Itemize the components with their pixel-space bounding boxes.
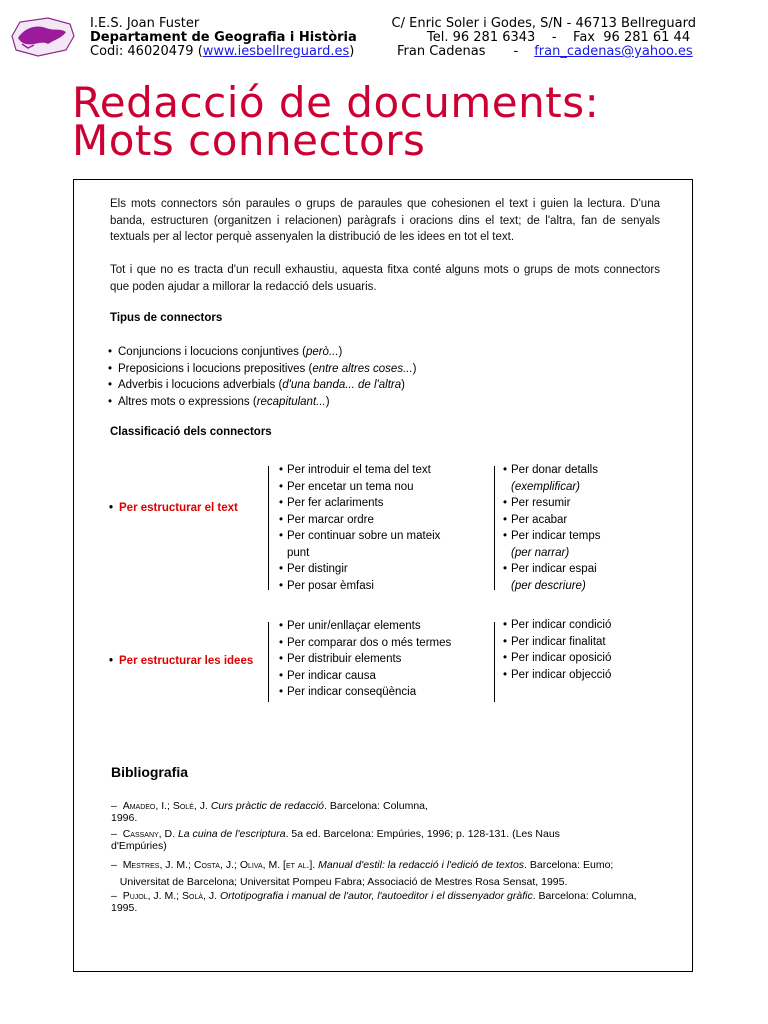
- bibliography-heading: Bibliografia: [111, 764, 189, 780]
- types-heading: Tipus de connectors: [110, 312, 223, 324]
- group-1-column-1: [279, 462, 440, 594]
- author-name: Fran Cadenas: [397, 44, 486, 59]
- list-item: (per narrar): [511, 546, 570, 559]
- bibliography-entry: – Cassany, D. La cuina de l'escriptura. 5a ed. Barcelona: Empúries, 1996; p. 128-131. (Les Naus d'Empúries): [111, 828, 560, 852]
- classification-heading: Classificació dels connectors: [110, 426, 272, 438]
- list-item: • Per marcar ordre: [279, 513, 374, 526]
- list-item: • Per continuar sobre un mateix: [279, 530, 441, 542]
- page-title: [72, 78, 600, 165]
- code-text: Codi: 46020479 (: [90, 44, 203, 59]
- group-2-column-1: [279, 618, 451, 701]
- group-2-column-2: [503, 617, 611, 683]
- list-item: • Per indicar temps: [503, 530, 601, 542]
- title-line-1: Redacció de documents:: [72, 78, 600, 127]
- email-link[interactable]: fran_cadenas@yahoo.es: [534, 44, 693, 59]
- list-item: • Per indicar condició: [503, 619, 612, 631]
- list-item: • Per fer aclariments: [279, 497, 384, 509]
- list-item: • Altres mots o expressions (recapitulant...): [108, 395, 330, 408]
- list-item: • Per donar detalls: [503, 464, 598, 476]
- list-item: • Per distingir: [279, 563, 348, 575]
- intro-paragraph-2: Tot i que no es tracta d'un recull exhaustiu, aquesta fitxa conté alguns mots o grups de mots connectors que poden ajudar a millorar la redacció dels usuaris.: [110, 264, 660, 293]
- bibliography-entry: – Amadeo, I.; Solé, J. Curs pràctic de redacció. Barcelona: Columna, 1996.: [111, 800, 428, 824]
- intro-paragraph-1: Els mots connectors són paraules o grups de paraules que cohesionen el text i guien la lectura. D'una banda, estructuren (organitzen i relacionen) paràgrafs i oracions dins el text; de l'altra, fan de senyals textuals per al lector perquè assenyalen la distribució de les idees en tot el text.: [110, 198, 660, 243]
- list-item: • Preposicions i locucions prepositives (entre altres coses...): [108, 362, 417, 375]
- contact-phone: Tel. 96 281 6343 - Fax 96 281 61 44: [427, 30, 691, 45]
- list-item: • Per indicar oposició: [503, 652, 612, 664]
- list-item: • Per indicar causa: [279, 669, 376, 682]
- school-code: [90, 44, 354, 59]
- list-item: • Per encetar un tema nou: [279, 480, 414, 493]
- school-address: C/ Enric Soler i Godes, S/N - 46713 Bellreguard: [391, 16, 696, 31]
- divider: [268, 466, 269, 590]
- list-item: • Per distribuir elements: [279, 653, 402, 665]
- department-name: Departament de Geografia i Història: [90, 30, 357, 45]
- author-line: [397, 44, 693, 59]
- list-item: (exemplificar): [511, 480, 581, 493]
- school-logo-icon: [8, 14, 76, 58]
- list-item: • Per posar èmfasi: [279, 579, 374, 592]
- list-item: (per descriure): [511, 579, 586, 592]
- list-item: • Per acabar: [503, 513, 568, 526]
- bibliography-entry: – Pujol, J. M.; Solà, J. Ortotipografia i manual de l'autor, l'autoeditor i el dissenyador gràfic. Barcelona: Columna, 1995.: [111, 890, 637, 914]
- code-close: ): [349, 44, 355, 59]
- list-item: • Per introduir el tema del text: [279, 464, 431, 476]
- types-list: [108, 344, 417, 410]
- website-link[interactable]: www.iesbellreguard.es: [202, 44, 350, 59]
- group-1-column-2: [503, 462, 600, 594]
- list-item: • Conjuncions i locucions conjuntives (però...): [108, 346, 343, 358]
- list-item: • Per unir/enllaçar elements: [279, 620, 421, 632]
- title-line-2: Mots connectors: [72, 116, 426, 165]
- divider: [494, 466, 495, 590]
- school-name: I.E.S. Joan Fuster: [90, 16, 200, 31]
- bibliography-entry: – Mestres, J. M.; Costa, J.; Oliva, M. [et al.]. Manual d'estil: la redacció i l'edició de textos. Barcelona: Eumo; Universitat de Barcelona; Universitat Pompeu Fabra; Associació de Mestres Rosa Sensat, 1995.: [111, 859, 614, 888]
- list-item: • Per indicar objecció: [503, 668, 612, 681]
- divider: [268, 622, 269, 702]
- list-item: • Per indicar espai: [503, 563, 597, 575]
- list-item: • Per resumir: [503, 497, 571, 509]
- divider: [494, 622, 495, 702]
- group-label-ideas: • Per estructurar les idees: [109, 655, 254, 667]
- list-item: • Per comparar dos o més termes: [279, 636, 452, 649]
- list-item: • Per indicar finalitat: [503, 635, 606, 648]
- author-separator: -: [513, 44, 519, 59]
- group-label-text: • Per estructurar el text: [109, 502, 238, 514]
- list-item: • Per indicar conseqüència: [279, 686, 417, 698]
- list-item: • Adverbis i locucions adverbials (d'una banda... de l'altra): [108, 379, 405, 391]
- list-item: punt: [287, 546, 310, 559]
